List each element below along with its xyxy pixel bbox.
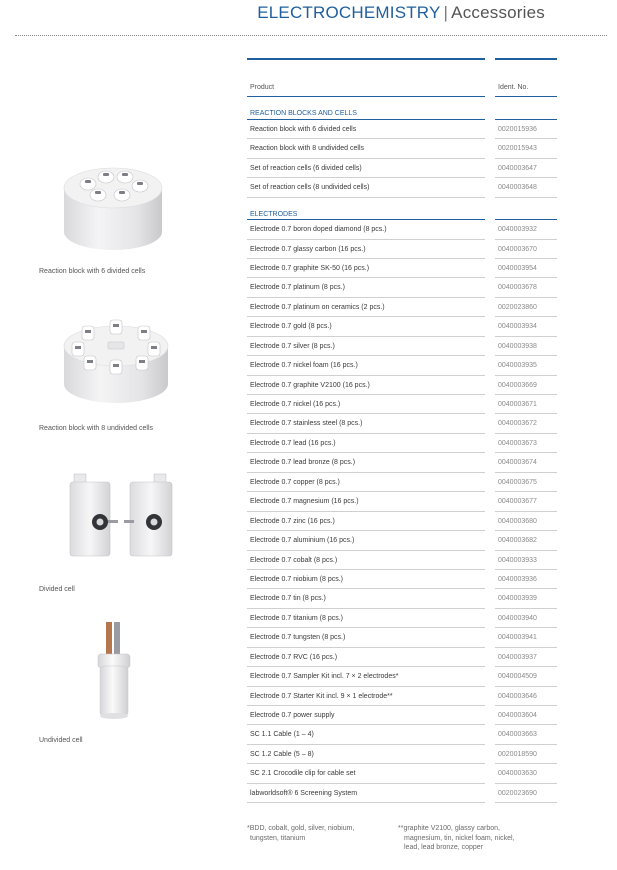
ident-number: 0040003671 (498, 401, 537, 408)
table-row (247, 745, 557, 764)
reaction-block-6-cells-image (58, 158, 168, 258)
product-name: Electrode 0.7 graphite SK-50 (16 pcs.) (250, 264, 370, 272)
column-header-product: Product (250, 84, 275, 91)
ident-number: 0040003935 (498, 362, 537, 370)
ident-number: 0040003648 (498, 184, 537, 192)
product-name: Electrode 0.7 graphite V2100 (16 pcs.) (250, 381, 370, 389)
ident-number: 0040003675 (498, 478, 537, 486)
footnote-sampler-kit-line2: tungsten, titanium (250, 834, 306, 842)
section-title: REACTION BLOCKS AND CELLS (250, 110, 357, 118)
ident-number: 0040003673 (498, 439, 537, 447)
product-name: Electrode 0.7 stainless steel (8 pcs.) (250, 420, 363, 428)
column-header-ident: Ident. No. (498, 84, 529, 91)
ident-number: 0040003680 (498, 517, 537, 525)
product-name: SC 2.1 Crocodile clip for cable set (250, 770, 356, 778)
footnote-starter-kit-line2: magnesium, tin, nickel foam, nickel, (404, 834, 515, 842)
product-name: Reaction block with 6 divided cells (250, 125, 357, 133)
product-name: Electrode 0.7 titanium (8 pcs.) (250, 614, 343, 622)
table-row (247, 570, 557, 589)
table-row (247, 492, 557, 511)
product-name: SC 1.2 Cable (5 – 8) (250, 750, 314, 758)
product-name: Electrode 0.7 boron doped diamond (8 pcs.) (250, 226, 387, 234)
ident-number: 0040003670 (498, 245, 537, 253)
ident-number: 0020015936 (498, 125, 537, 133)
ident-number: 0040003934 (498, 323, 537, 331)
ident-number: 0040003669 (498, 381, 537, 389)
title-separator: | (443, 3, 449, 22)
product-name: Electrode 0.7 lead bronze (8 pcs.) (250, 459, 356, 467)
product-name: Electrode 0.7 cobalt (8 pcs.) (250, 556, 338, 564)
section-header (247, 100, 557, 119)
ident-number: 0040003936 (498, 575, 537, 583)
product-name: SC 1.1 Cable (1 – 4) (250, 731, 314, 739)
product-name: Electrode 0.7 niobium (8 pcs.) (250, 575, 343, 583)
divided-cell-image (62, 468, 180, 560)
ident-column-top-rule (495, 58, 557, 60)
table-row (247, 551, 557, 570)
product-name: labworldsoft® 6 Screening System (250, 789, 358, 797)
table-row (247, 628, 557, 647)
footnote-sampler-kit-line1: *BDD, cobalt, gold, silver, niobium, (247, 825, 355, 832)
ident-number: 0020015943 (498, 145, 537, 153)
table-row (247, 725, 557, 744)
table-row (247, 784, 557, 803)
product-name: Electrode 0.7 glassy carbon (16 pcs.) (250, 245, 366, 253)
table-row (247, 259, 557, 278)
table-row (247, 395, 557, 414)
product-name: Electrode 0.7 nickel foam (16 pcs.) (250, 362, 358, 370)
table-row (247, 120, 557, 139)
caption-undivided-cell: Undivided cell (39, 737, 83, 744)
table-row (247, 317, 557, 336)
ident-number: 0040003678 (498, 284, 537, 292)
product-name: Electrode 0.7 zinc (16 pcs.) (250, 517, 335, 525)
ident-number: 0040003630 (498, 770, 537, 778)
caption-reaction-block-6: Reaction block with 6 divided cells (39, 268, 146, 275)
product-name: Electrode 0.7 silver (8 pcs.) (250, 342, 335, 350)
table-row (247, 298, 557, 317)
footnote-starter-kit-line3: lead, lead bronze, copper (404, 844, 483, 851)
footnote-starter-kit-line1: **graphite V2100, glassy carbon, (398, 825, 500, 832)
table-header-row (247, 78, 557, 97)
footnote-starter-kit (398, 824, 515, 853)
ident-number: 0040003647 (498, 164, 537, 172)
ident-number: 0020023860 (498, 303, 537, 311)
table-row (247, 240, 557, 259)
ident-number: 0040003932 (498, 226, 537, 234)
table-row (247, 337, 557, 356)
product-name: Electrode 0.7 lead (16 pcs.) (250, 439, 336, 447)
page-title-main: ELECTROCHEMISTRY (257, 3, 441, 22)
ident-number: 0040003939 (498, 595, 537, 603)
table-row (247, 376, 557, 395)
undivided-cell-image (92, 620, 138, 722)
product-name: Electrode 0.7 platinum on ceramics (2 pcs.) (250, 303, 385, 311)
product-name: Electrode 0.7 power supply (250, 712, 335, 719)
header-divider (15, 35, 607, 36)
product-name: Reaction block with 8 undivided cells (250, 145, 365, 153)
ident-number: 0040003933 (498, 556, 537, 564)
ident-number: 0040003938 (498, 342, 537, 350)
ident-number: 0040003954 (498, 264, 537, 272)
table-row (247, 764, 557, 783)
ident-number: 0040003682 (498, 537, 537, 545)
section-header (247, 201, 557, 220)
page-subtitle: Accessories (451, 3, 545, 22)
reaction-block-8-cells-image (60, 312, 172, 410)
caption-divided-cell: Divided cell (39, 586, 75, 593)
table-row (247, 609, 557, 628)
product-name: Electrode 0.7 magnesium (16 pcs.) (250, 498, 359, 506)
table-row (247, 356, 557, 375)
product-name: Electrode 0.7 aluminium (16 pcs.) (250, 537, 355, 545)
table-row (247, 278, 557, 297)
table-row (247, 706, 557, 725)
table-row (247, 178, 557, 197)
table-row (247, 512, 557, 531)
ident-number: 0040003646 (498, 692, 537, 700)
table-row (247, 667, 557, 686)
product-table (247, 78, 557, 803)
ident-number: 0040003672 (498, 420, 537, 428)
product-name: Electrode 0.7 Starter Kit incl. 9 × 1 electrode** (250, 692, 393, 700)
product-name: Electrode 0.7 platinum (8 pcs.) (250, 284, 345, 292)
table-row (247, 159, 557, 178)
product-name: Set of reaction cells (6 divided cells) (250, 164, 362, 172)
page-header (0, 0, 617, 34)
product-name: Electrode 0.7 tin (8 pcs.) (250, 595, 326, 603)
section-title: ELECTRODES (250, 210, 298, 218)
product-name: Electrode 0.7 gold (8 pcs.) (250, 323, 332, 331)
table-row (247, 220, 557, 239)
table-row (247, 139, 557, 158)
table-row (247, 473, 557, 492)
ident-number: 0040003937 (498, 653, 537, 661)
table-row (247, 687, 557, 706)
product-name: Electrode 0.7 RVC (16 pcs.) (250, 653, 338, 661)
caption-reaction-block-8: Reaction block with 8 undivided cells (39, 425, 154, 432)
footnote-sampler-kit (247, 824, 354, 843)
ident-number: 0040003941 (498, 634, 537, 642)
ident-number: 0040003604 (498, 712, 537, 719)
table-row (247, 531, 557, 550)
ident-number: 0040003940 (498, 614, 537, 622)
table-row (247, 648, 557, 667)
table-row (247, 434, 557, 453)
table-row (247, 453, 557, 472)
ident-number: 0040003674 (498, 459, 537, 467)
product-name: Electrode 0.7 nickel (16 pcs.) (250, 401, 341, 408)
table-row (247, 589, 557, 608)
product-column-top-rule (247, 58, 485, 60)
product-name: Set of reaction cells (8 undivided cells) (250, 184, 370, 192)
ident-number: 0040003663 (498, 731, 537, 739)
ident-number: 0020018590 (498, 750, 537, 758)
product-name: Electrode 0.7 tungsten (8 pcs.) (250, 634, 346, 642)
ident-number: 0020023690 (498, 789, 537, 797)
product-name: Electrode 0.7 Sampler Kit incl. 7 × 2 electrodes* (250, 673, 399, 681)
ident-number: 0040003677 (498, 498, 537, 506)
table-row (247, 414, 557, 433)
ident-number: 0040004509 (498, 673, 537, 681)
page-title (257, 3, 545, 23)
product-name: Electrode 0.7 copper (8 pcs.) (250, 478, 340, 486)
